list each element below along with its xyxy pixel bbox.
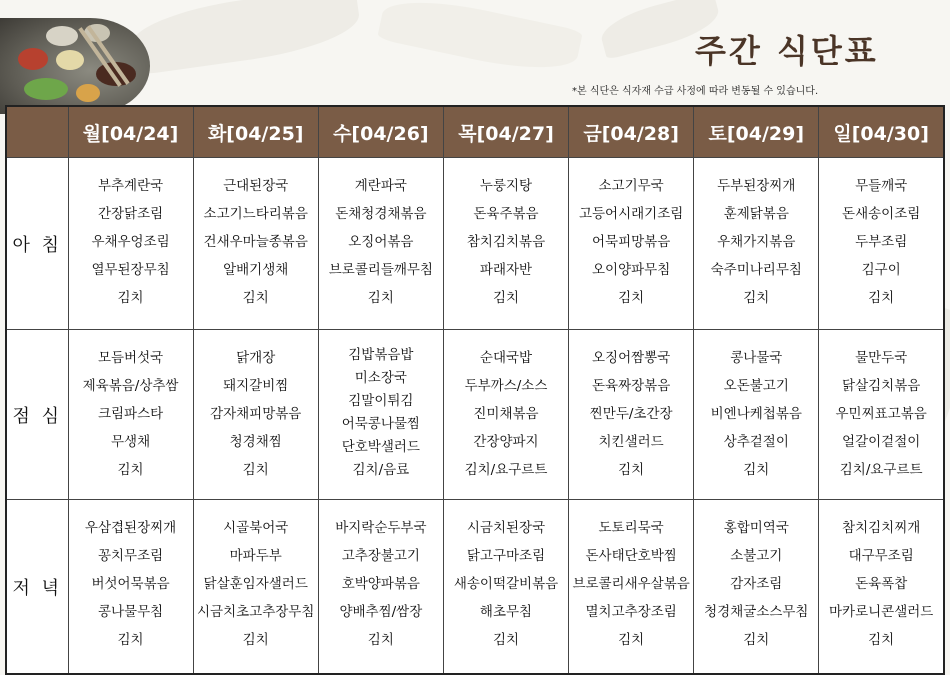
menu-item: 상추겉절이 xyxy=(723,434,789,450)
menu-item: 대구무조림 xyxy=(848,548,914,564)
menu-cell xyxy=(193,330,318,500)
menu-item: 김치 xyxy=(367,290,394,306)
menu-item: 오돈불고기 xyxy=(723,378,789,394)
menu-item: 감자조림 xyxy=(730,576,783,592)
menu-item: 간장양파지 xyxy=(473,434,539,450)
menu-item: 돈육주볶음 xyxy=(473,206,539,222)
menu-cell xyxy=(443,158,568,330)
menu-item: 김치 xyxy=(492,290,520,306)
side-dish xyxy=(18,48,48,70)
day-header: 수[04/26] xyxy=(318,106,443,158)
menu-cell xyxy=(819,500,944,675)
menu-cell xyxy=(694,158,819,330)
menu-item: 소고기느타리볶음 xyxy=(203,206,308,222)
menu-item: 김치/음료 xyxy=(352,462,410,478)
menu-item: 김치 xyxy=(242,632,269,648)
menu-item: 얼갈이겉절이 xyxy=(842,434,921,450)
menu-item: 어묵피망볶음 xyxy=(592,234,671,250)
menu-item: 바지락순두부국 xyxy=(335,520,427,536)
menu-item: 숙주미나리무침 xyxy=(710,262,802,278)
day-header: 목[04/27] xyxy=(443,106,568,158)
day-header: 일[04/30] xyxy=(819,106,944,158)
menu-item: 어묵콩나물찜 xyxy=(341,416,420,432)
menu-item: 오이양파무침 xyxy=(592,262,671,278)
side-dish xyxy=(46,26,78,46)
menu-item: 해초무침 xyxy=(479,604,533,620)
menu-item: 김말이튀김 xyxy=(348,393,414,409)
menu-item: 김치 xyxy=(492,632,520,648)
menu-item: 멸치고추장조림 xyxy=(585,604,677,620)
menu-item: 치킨샐러드 xyxy=(598,434,664,450)
menu-item: 호박양파볶음 xyxy=(341,576,420,592)
menu-item: 새송이떡갈비볶음 xyxy=(453,576,559,592)
menu-item: 브로콜리들깨무침 xyxy=(328,262,434,278)
meal-row xyxy=(6,500,944,675)
menu-item: 시골북어국 xyxy=(223,520,289,536)
meal-label: 아 침 xyxy=(6,158,68,330)
menu-item: 김치/요구르트 xyxy=(839,462,923,478)
menu-cell xyxy=(569,330,694,500)
menu-item: 돈육짜장볶음 xyxy=(592,378,671,394)
menu-item: 닭살김치볶음 xyxy=(842,378,921,394)
menu-cell xyxy=(68,158,193,330)
side-dish xyxy=(56,50,84,70)
menu-item: 돈새송이조림 xyxy=(842,206,921,222)
menu-item: 알배기생채 xyxy=(223,262,289,278)
menu-item: 두부된장찌개 xyxy=(717,178,796,194)
menu-item: 김치 xyxy=(618,462,645,478)
menu-item: 닭살훈임자샐러드 xyxy=(203,576,308,592)
menu-item: 단호박샐러드 xyxy=(341,439,420,455)
menu-item: 참치김치찌개 xyxy=(842,520,921,536)
menu-item: 무생채 xyxy=(111,434,151,450)
food-plate-image xyxy=(0,18,150,114)
day-header: 월[04/24] xyxy=(68,106,193,158)
menu-item: 비엔나케첩볶음 xyxy=(710,406,802,422)
notice-text: *본 식단은 식자재 수급 사정에 따라 변동될 수 있습니다. xyxy=(572,86,819,97)
menu-item: 시금치된장국 xyxy=(466,520,546,536)
menu-item: 물만두국 xyxy=(855,350,908,366)
menu-item: 찐만두/초간장 xyxy=(589,406,673,422)
menu-item: 김치 xyxy=(743,462,770,478)
menu-item: 닭고구마조림 xyxy=(466,548,546,564)
menu-item: 모듬버섯국 xyxy=(97,350,164,366)
menu-item: 근대된장국 xyxy=(223,178,289,194)
corner-cell xyxy=(6,106,68,158)
menu-item: 김치 xyxy=(242,462,269,478)
menu-item: 도토리묵국 xyxy=(598,520,664,536)
menu-item: 파래자반 xyxy=(479,262,533,278)
menu-cell xyxy=(318,330,443,500)
menu-item: 콩나물무침 xyxy=(97,604,164,620)
meal-label: 저 녁 xyxy=(6,500,68,675)
menu-item: 크림파스타 xyxy=(97,406,164,422)
meal-label: 점 심 xyxy=(6,330,68,500)
menu-item: 김치 xyxy=(367,632,394,648)
menu-item: 김치 xyxy=(868,632,895,648)
menu-item: 김치 xyxy=(117,632,144,648)
menu-item: 진미채볶음 xyxy=(473,406,539,422)
day-header: 금[04/28] xyxy=(569,106,694,158)
menu-item: 훈제닭볶음 xyxy=(723,206,789,222)
menu-item: 마파두부 xyxy=(229,548,282,564)
menu-item: 브로콜리새우살볶음 xyxy=(572,576,690,592)
menu-item: 소불고기 xyxy=(730,548,783,564)
menu-item: 미소장국 xyxy=(354,370,407,386)
menu-item: 부추계란국 xyxy=(97,178,164,194)
menu-item: 순대국밥 xyxy=(479,350,533,366)
menu-item: 고추장불고기 xyxy=(341,548,420,564)
menu-item: 마카로니콘샐러드 xyxy=(829,604,934,620)
menu-item: 돼지갈비찜 xyxy=(223,378,289,394)
menu-item: 김치 xyxy=(242,290,269,306)
menu-item: 꽁치무조림 xyxy=(97,548,164,564)
menu-cell xyxy=(694,330,819,500)
menu-cell xyxy=(443,500,568,675)
menu-item: 간장닭조림 xyxy=(97,206,164,222)
menu-cell xyxy=(193,158,318,330)
menu-cell xyxy=(443,330,568,500)
menu-cell xyxy=(193,500,318,675)
menu-item: 열무된장무침 xyxy=(91,262,170,278)
menu-item: 고등어시래기조림 xyxy=(578,206,684,222)
menu-item: 오징어짬뽕국 xyxy=(592,350,671,366)
menu-item: 김치 xyxy=(743,290,770,306)
menu-item: 양배추찜/쌈장 xyxy=(339,604,423,620)
menu-item: 계란파국 xyxy=(354,178,407,194)
menu-item: 닭개장 xyxy=(236,350,276,366)
menu-item: 김치 xyxy=(618,632,645,648)
page-title: 주간 식단표 xyxy=(695,32,879,70)
menu-cell xyxy=(569,158,694,330)
menu-cell xyxy=(68,330,193,500)
menu-item: 김치 xyxy=(618,290,645,306)
menu-cell xyxy=(694,500,819,675)
menu-item: 콩나물국 xyxy=(730,350,783,366)
menu-item: 오징어볶음 xyxy=(348,234,414,250)
menu-item: 김치 xyxy=(743,632,770,648)
menu-cell xyxy=(819,330,944,500)
menu-item: 소고기무국 xyxy=(598,178,664,194)
menu-item: 제육볶음/상추쌈 xyxy=(82,378,179,394)
menu-item: 무들깨국 xyxy=(855,178,908,194)
menu-item: 김구이 xyxy=(861,262,901,278)
menu-cell xyxy=(318,158,443,330)
menu-item: 돈채청경채볶음 xyxy=(335,206,427,222)
meal-row xyxy=(6,330,944,500)
menu-item: 감자채피망볶음 xyxy=(210,406,302,422)
menu-item: 김밥볶음밥 xyxy=(348,347,414,363)
menu-item: 우삼겹된장찌개 xyxy=(84,520,177,536)
menu-item: 김치 xyxy=(117,462,144,478)
menu-item: 돈사태단호박찜 xyxy=(585,548,677,564)
menu-item: 우민찌표고볶음 xyxy=(835,406,927,422)
side-dish xyxy=(76,84,100,102)
menu-item: 김치 xyxy=(868,290,895,306)
menu-item: 두부까스/소스 xyxy=(464,378,548,394)
menu-cell xyxy=(318,500,443,675)
menu-item: 시금치초고추장무침 xyxy=(197,604,315,620)
menu-item: 두부조림 xyxy=(855,234,908,250)
menu-cell xyxy=(569,500,694,675)
menu-item: 건새우마늘종볶음 xyxy=(203,234,308,250)
menu-item: 참치김치볶음 xyxy=(466,234,546,250)
background-leaf xyxy=(127,0,363,76)
background-leaf xyxy=(377,0,583,80)
menu-item: 홍합미역국 xyxy=(723,520,789,536)
menu-cell xyxy=(68,500,193,675)
meal-row xyxy=(6,158,944,330)
day-header: 화[04/25] xyxy=(193,106,318,158)
menu-item: 돈육폭찹 xyxy=(855,576,908,592)
menu-item: 우채가지볶음 xyxy=(717,234,796,250)
menu-item: 김치 xyxy=(117,290,144,306)
menu-cell xyxy=(819,158,944,330)
day-header-row xyxy=(6,106,944,158)
day-header: 토[04/29] xyxy=(694,106,819,158)
menu-item: 누룽지탕 xyxy=(479,178,533,194)
menu-item: 우채우엉조림 xyxy=(91,234,170,250)
menu-item: 청경채찜 xyxy=(229,434,282,450)
menu-item: 청경채굴소스무침 xyxy=(704,604,809,620)
weekly-menu-table xyxy=(5,105,945,675)
menu-item: 버섯어묵볶음 xyxy=(91,576,170,592)
side-dish xyxy=(24,78,68,100)
menu-item: 김치/요구르트 xyxy=(464,462,548,478)
